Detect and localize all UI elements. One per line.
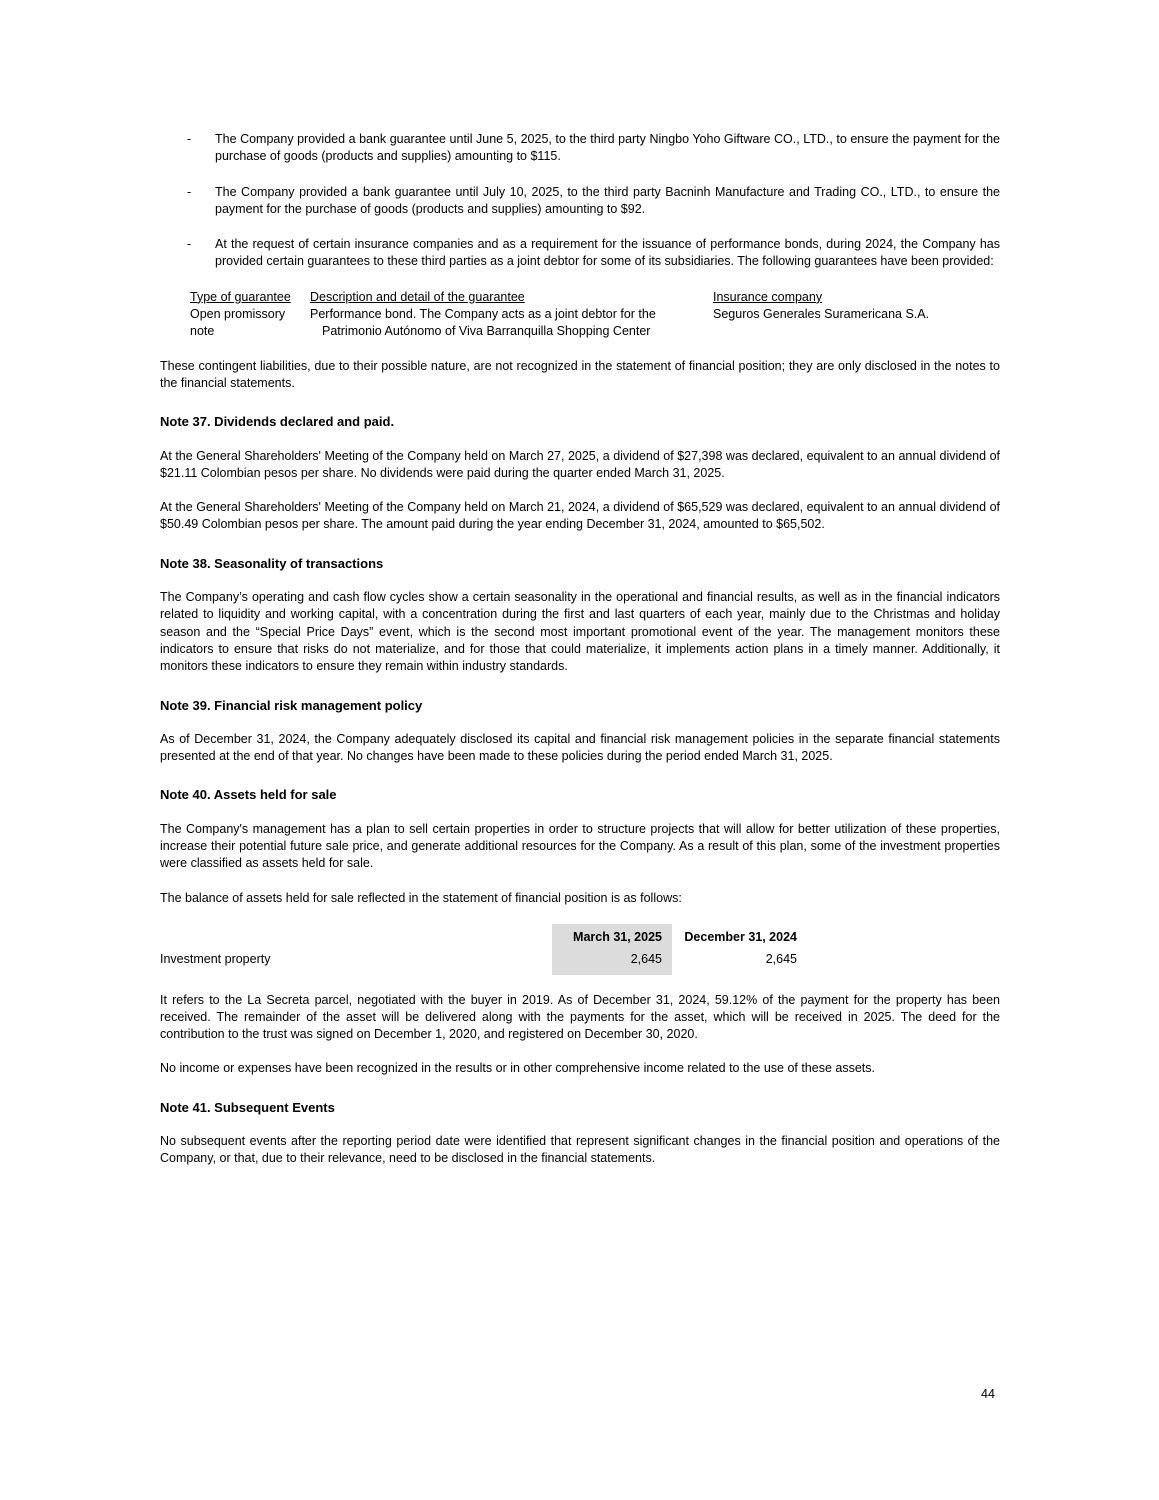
guarantee-table-row xyxy=(160,306,1000,341)
contingent-liabilities-paragraph: These contingent liabilities, due to their possible nature, are not recognized in the statement of financial position; they are only disclosed in the notes to the financial statements. xyxy=(160,358,1000,390)
note-40-heading: Note 40. Assets held for sale xyxy=(160,787,337,803)
assets-table-row xyxy=(160,949,1000,974)
guarantee-description-line1: Performance bond. The Company acts as a joint debtor for the xyxy=(310,307,656,322)
assets-table-row-label: Investment property xyxy=(160,952,271,967)
guarantee-col-description-header xyxy=(310,289,713,306)
note-40-paragraph-4: No income or expenses have been recognized in the results or in other comprehensive income related to the use of these assets. xyxy=(160,1061,875,1076)
bullet-marker: - xyxy=(187,184,192,199)
note-37-paragraph-1: At the General Shareholders' Meeting of the Company held on March 27, 2025, a dividend of $27,398 was declared, equivalent to an annual dividend of $21.11 Colombian pesos per share. No dividends were paid during the quarter ended March 31, 2025. xyxy=(160,448,1000,480)
assets-table-header-december-2024: December 31, 2024 xyxy=(684,929,797,944)
bullet-text: The Company provided a bank guarantee until June 5, 2025, to the third party Ningbo Yoho Giftware CO., LTD., to ensure the payment for the purchase of goods (products and supplies) amounting to $115. xyxy=(215,132,1000,164)
guarantee-description-line2: Patrimonio Autónomo of Viva Barranquilla Shopping Center xyxy=(322,324,651,339)
note-38-heading: Note 38. Seasonality of transactions xyxy=(160,555,384,571)
bullet-marker: - xyxy=(187,132,192,146)
note-38-paragraph-1: The Company’s operating and cash flow cycles show a certain seasonality in the operational and financial results, as well as in the financial indicators related to liquidity and working capital, with a concentration during the first and last quarters of each year, mainly due to the Christmas and holiday season and the “Special Price Days” event, which is the second most important promotional event of the year. The management monitors these indicators to ensure that risks do not materialize, and for those that could materialize, it implements action plans in a timely manner. Additionally, it monitors these indicators to ensure they remain within industry standards. xyxy=(160,590,1000,674)
bullet-text: At the request of certain insurance companies and as a requirement for the issuance of performance bonds, during 2024, the Company has provided certain guarantees to these third parties as a joint debtor for some of its subsidiaries. The following guarantees have been provided: xyxy=(215,237,1000,269)
column-header: Description and detail of the guarantee xyxy=(310,289,525,304)
note-40-paragraph-1: The Company's management has a plan to sell certain properties in order to structure projects that will allow for better utilization of these properties, increase their potential future sale price, and generate additional resources for the Company. As a result of this plan, some of the investment properties were classified as assets held for sale. xyxy=(160,821,1000,871)
note-39-paragraph-1: As of December 31, 2024, the Company adequately disclosed its capital and financial risk management policies in the separate financial statements presented at the end of that year. No changes have been made to these policies during the period ended March 31, 2025. xyxy=(160,731,1000,764)
assets-table-column-gap xyxy=(672,949,682,974)
list-item xyxy=(160,131,1000,166)
assets-table-value-december-2024: 2,645 xyxy=(765,952,797,967)
document-content xyxy=(160,131,1000,1168)
guarantee-description-cell xyxy=(310,306,713,341)
guarantee-table-header-row xyxy=(160,289,1000,306)
column-header: Type of guarantee xyxy=(190,289,291,304)
note-41-paragraph-1: No subsequent events after the reporting period date were identified that represent significant changes in the financial position and operations of the Company, or that, due to their relevance, need to be disclosed in the financial statements. xyxy=(160,1133,1000,1166)
assets-table-header-march-2025: March 31, 2025 xyxy=(552,924,672,949)
assets-held-for-sale-table xyxy=(160,924,1000,975)
guarantee-table xyxy=(160,289,1000,341)
column-header: Insurance company xyxy=(713,289,823,304)
bullet-text: The Company provided a bank guarantee until July 10, 2025, to the third party Bacninh Manufacture and Trading CO., LTD., to ensure the payment for the purchase of goods (products and supplies) amounting to $92. xyxy=(215,184,1000,216)
note-40-paragraph-3: It refers to the La Secreta parcel, negotiated with the buyer in 2019. As of December 31, 2024, 59.12% of the payment for the property has been received. The remainder of the asset will be delivered along with the payments for the asset, which will be received in 2025. The deed for the contribution to the trust was signed on December 1, 2020, and registered on December 30, 2020. xyxy=(160,992,1000,1042)
note-40-paragraph-2: The balance of assets held for sale reflected in the statement of financial position is as follows: xyxy=(160,890,682,905)
assets-table-header-spacer xyxy=(160,924,552,949)
guarantee-type-cell: Open promissory note xyxy=(190,307,286,339)
guarantee-col-insurance-header xyxy=(713,289,1000,306)
guarantee-col-type-header xyxy=(190,289,300,306)
guarantee-insurance-cell: Seguros Generales Suramericana S.A. xyxy=(713,307,930,322)
list-item xyxy=(160,236,1000,271)
assets-table-column-gap xyxy=(672,924,682,949)
note-41-heading: Note 41. Subsequent Events xyxy=(160,1099,335,1115)
page-number: 44 xyxy=(981,1387,995,1401)
note-37-heading: Note 37. Dividends declared and paid. xyxy=(160,414,395,430)
note-37-paragraph-2: At the General Shareholders' Meeting of the Company held on March 21, 2024, a dividend of $65,529 was declared, equivalent to an annual dividend of $50.49 Colombian pesos per share. The amount paid during the year ending December 31, 2024, amounted to $65,502. xyxy=(160,500,1000,532)
bullet-marker: - xyxy=(187,237,192,252)
assets-table-header-row xyxy=(160,924,1000,949)
list-item xyxy=(160,184,1000,219)
note-39-heading: Note 39. Financial risk management policy xyxy=(160,697,423,713)
assets-table-value-march-2025: 2,645 xyxy=(552,949,672,974)
